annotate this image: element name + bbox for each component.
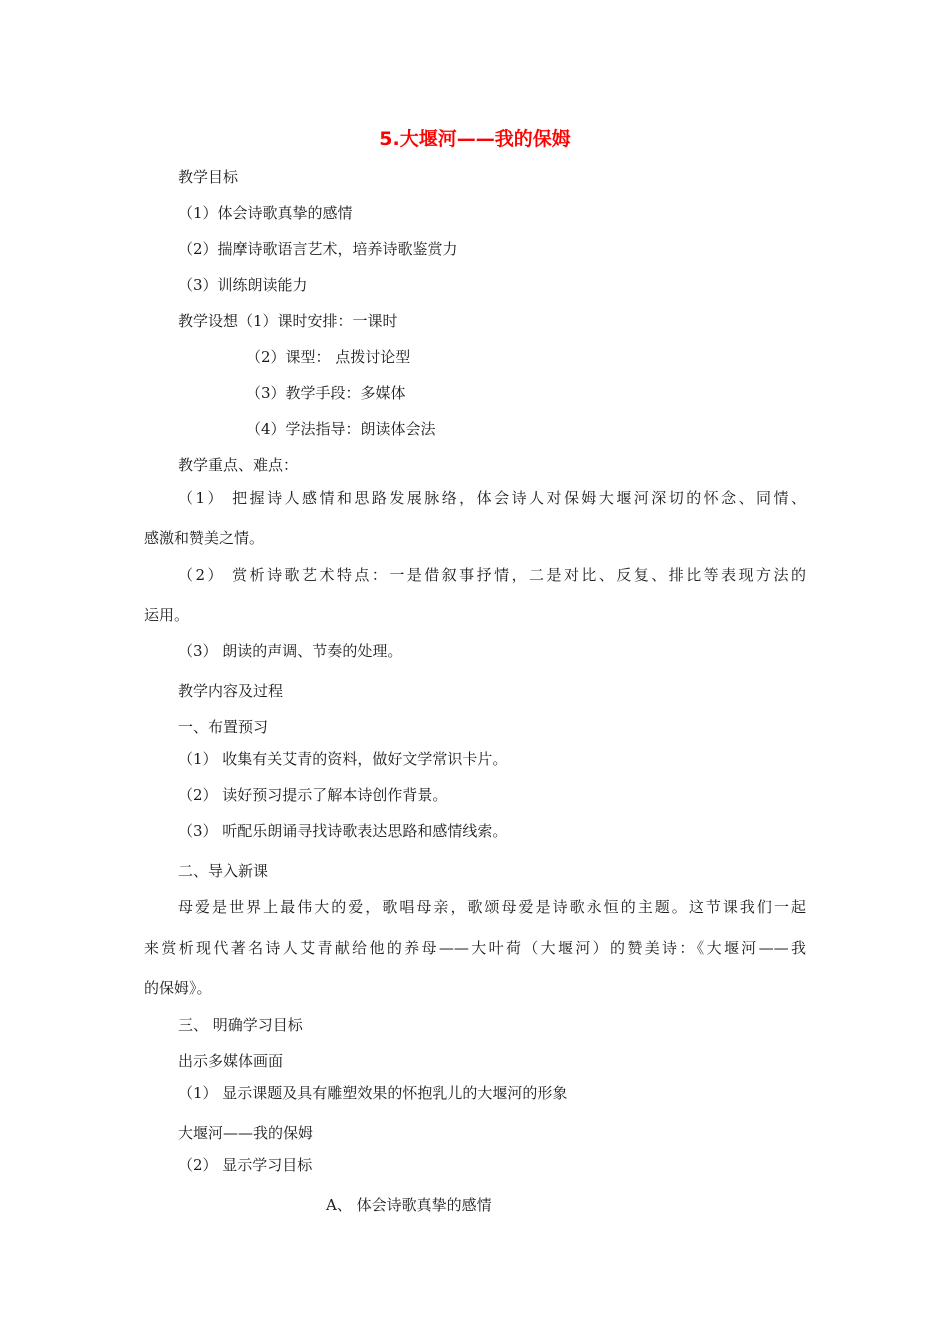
poem-title: 大堰河——我的保姆 <box>178 1124 314 1142</box>
design-item: （4）学法指导：朗读体会法 <box>246 420 436 438</box>
section-heading: 二、导入新课 <box>178 862 269 880</box>
design-item: （2）课型： 点拨讨论型 <box>246 348 411 366</box>
goal-item: （3）训练朗读能力 <box>178 276 308 294</box>
key-point-paragraph-line: （2） 赏析诗歌艺术特点：一是借叙事抒情，二是对比、反复、排比等表现方法的 <box>178 566 806 584</box>
key-point-paragraph-line: 感激和赞美之情。 <box>144 529 265 547</box>
list-item: （1） 显示课题及具有雕塑效果的怀抱乳儿的大堰河的形象 <box>178 1084 568 1102</box>
goals-heading: 教学目标 <box>178 168 239 186</box>
process-heading: 教学内容及过程 <box>178 682 284 700</box>
intro-paragraph-line: 母爱是世界上最伟大的爱，歌唱母亲，歌颂母爱是诗歌永恒的主题。这节课我们一起 <box>178 898 806 916</box>
key-point-paragraph-line: （1） 把握诗人感情和思路发展脉络，体会诗人对保姆大堰河深切的怀念、同情、 <box>178 489 806 507</box>
intro-paragraph-line: 的保姆》。 <box>144 979 212 997</box>
list-item: （3） 听配乐朗诵寻找诗歌表达思路和感情线索。 <box>178 822 508 840</box>
key-point-paragraph-line: 运用。 <box>144 606 190 624</box>
key-point-item: （3） 朗读的声调、节奏的处理。 <box>178 642 403 660</box>
list-item: （1） 收集有关艾青的资料，做好文学常识卡片。 <box>178 750 508 768</box>
list-item: （2） 读好预习提示了解本诗创作背景。 <box>178 786 448 804</box>
section-heading: 一、布置预习 <box>178 718 269 736</box>
static-text: 出示多媒体画面 <box>178 1052 284 1070</box>
goal-item: （2）揣摩诗歌语言艺术，培养诗歌鉴赏力 <box>178 240 458 258</box>
page-title: 5.大堰河——我的保姆 <box>379 128 571 150</box>
design-item: （3）教学手段：多媒体 <box>246 384 406 402</box>
goal-item: A、 体会诗歌真挚的感情 <box>326 1196 492 1214</box>
goal-item: （1）体会诗歌真挚的感情 <box>178 204 353 222</box>
list-item: （2） 显示学习目标 <box>178 1156 313 1174</box>
section-heading: 三、 明确学习目标 <box>178 1016 303 1034</box>
intro-paragraph-line: 来赏析现代著名诗人艾青献给他的养母——大叶荷（大堰河）的赞美诗：《大堰河——我 <box>144 939 806 957</box>
key-points-heading: 教学重点、难点： <box>178 456 299 474</box>
design-heading: 教学设想（1）课时安排：一课时 <box>178 312 398 330</box>
